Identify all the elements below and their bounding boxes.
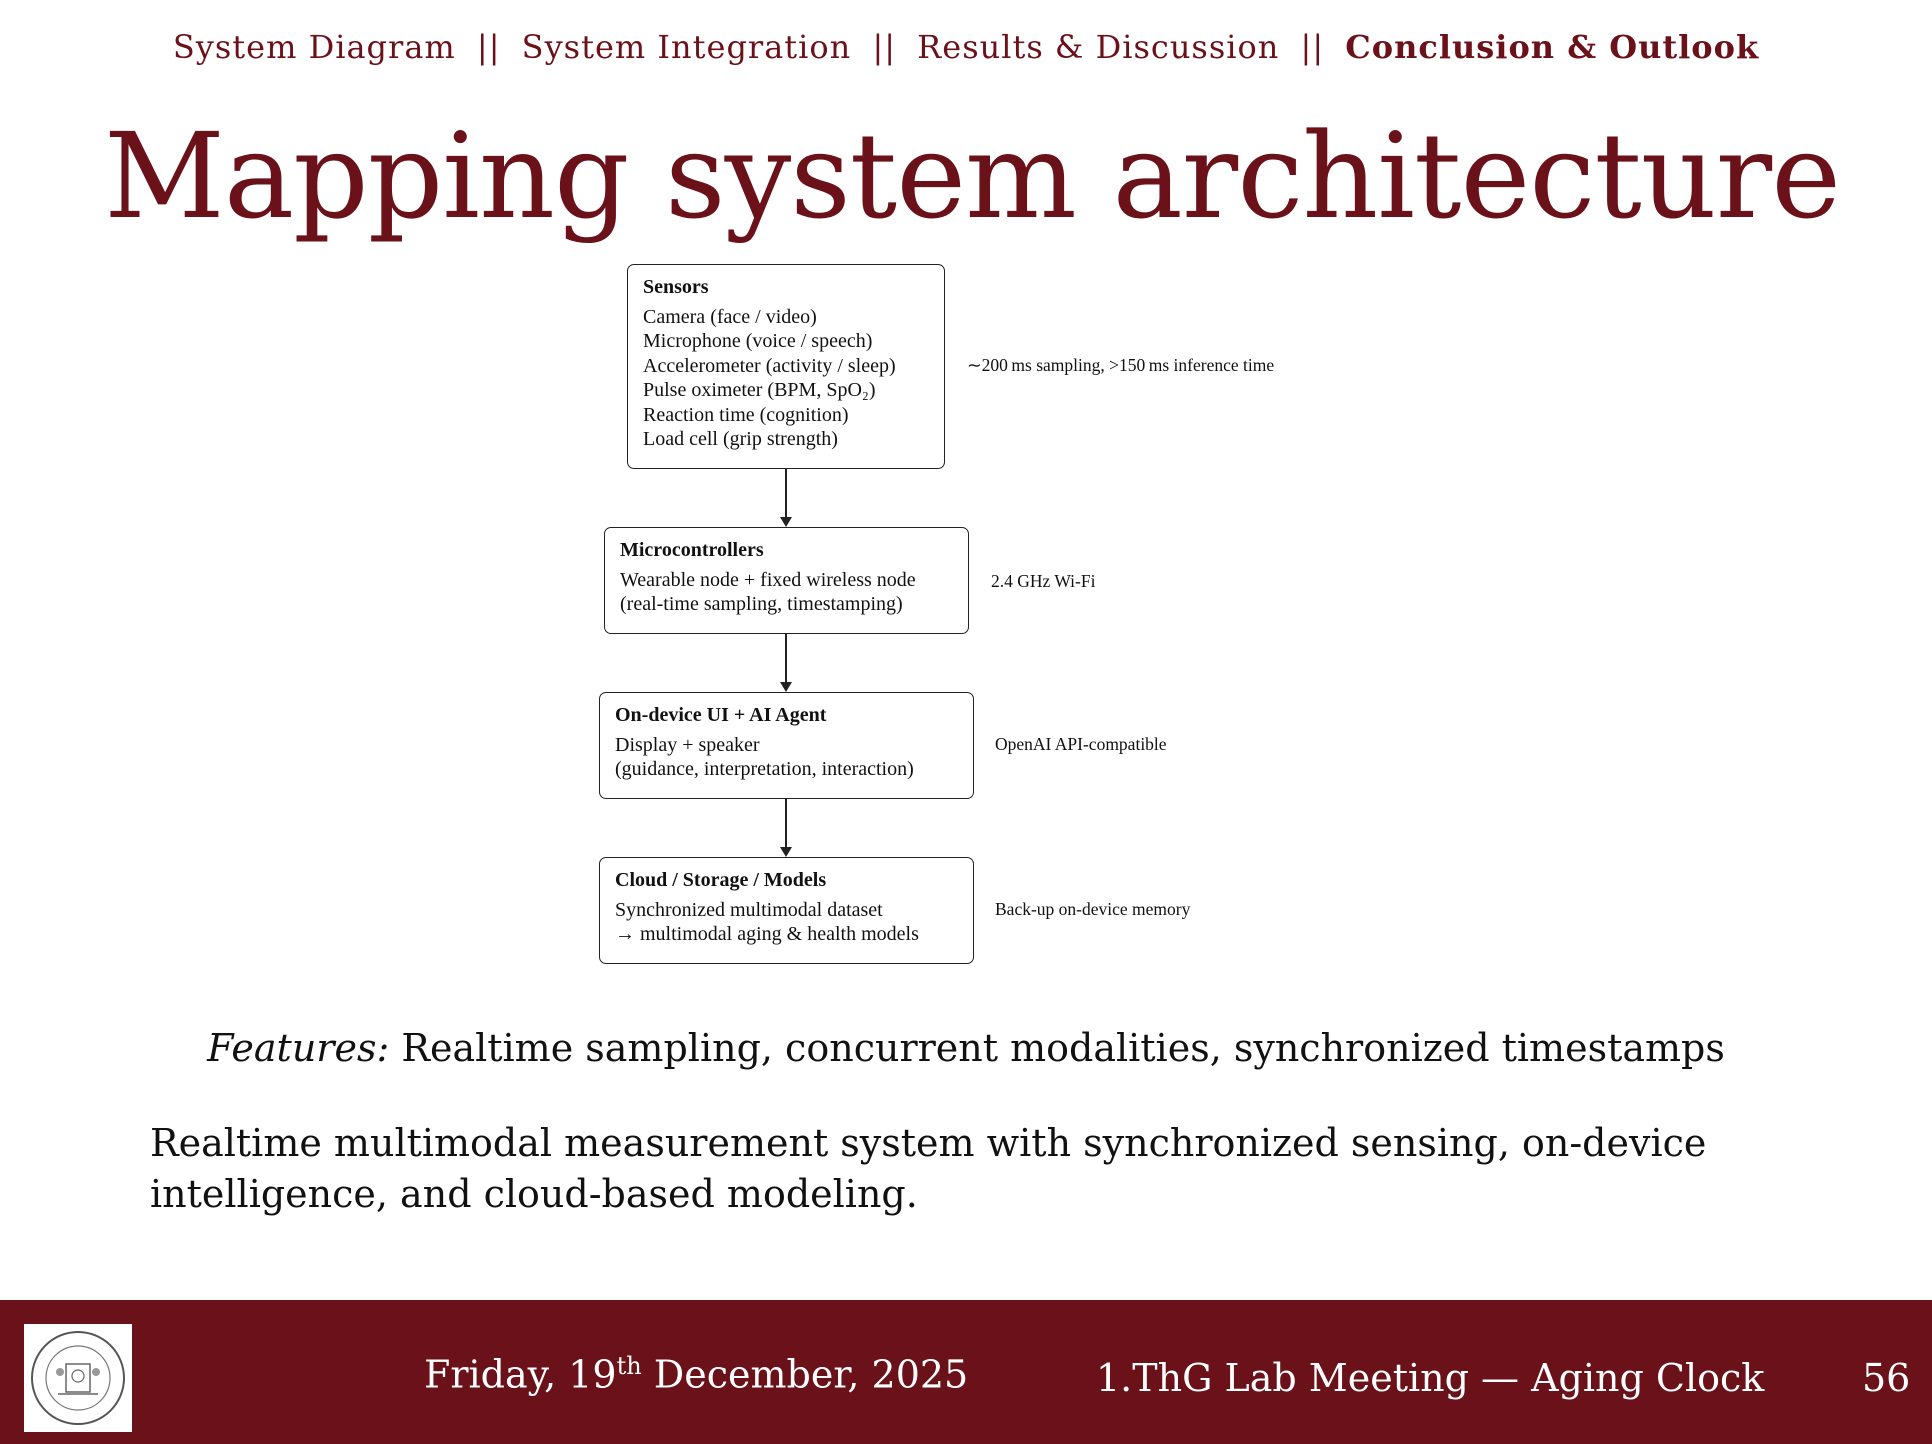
features-text: Realtime sampling, concurrent modalities, synchronized timestamps [389,1026,1725,1070]
features-label: Features: [207,1026,390,1070]
footer-event: 1.ThG Lab Meeting — Aging Clock [1096,1356,1765,1400]
node-line: Reaction time (cognition) [643,403,849,426]
footer-date [424,1352,968,1397]
node-line: Accelerometer (activity / sleep) [643,354,896,377]
ui-agent-note: OpenAI API-compatible [995,734,1167,754]
ui-agent-node [599,692,974,799]
node-heading: On-device UI + AI Agent [615,704,827,726]
nav-item-conclusion-outlook[interactable]: Conclusion & Outlook [1345,28,1760,66]
cloud-node [599,857,974,964]
node-line: Microphone (voice / speech) [643,330,873,352]
date-prefix: Friday, 19 [424,1352,617,1397]
sensors-note: ∼200 ms sampling, >150 ms inference time [967,355,1275,375]
features-line [0,1026,1932,1070]
node-line: Wearable node + fixed wireless node [620,568,916,591]
nav-item-results-discussion[interactable]: Results & Discussion [917,28,1280,66]
footer-bar [0,1300,1932,1444]
node-heading: Cloud / Storage / Models [615,869,827,891]
summary-text: Realtime multimodal measurement system with synchronized sensing, on-device intelligence, and cloud-based modeling. [150,1121,1707,1216]
slide-title: Mapping system architecture [104,107,1841,245]
microcontrollers-node [604,527,969,634]
arrow-sensors-to-mcu [785,469,787,517]
arrow-head [780,517,792,527]
cloud-note: Back-up on-device memory [995,899,1191,919]
date-suffix: December, 2025 [641,1352,969,1397]
arrow-mcu-to-ui [785,634,787,682]
microcontrollers-note: 2.4 GHz Wi-Fi [991,571,1096,591]
date-ordinal: th [616,1352,642,1380]
node-line: Load cell (grip strength) [643,428,838,450]
node-line: Pulse oximeter (BPM, SpO₂) [643,379,876,401]
nav-item-system-diagram[interactable]: System Diagram [172,28,456,66]
page-number: 56 [1862,1356,1911,1400]
mit-seal-icon [24,1324,132,1432]
node-line: (real-time sampling, timestamping) [620,593,903,615]
node-heading: Sensors [643,276,709,298]
node-line: (guidance, interpretation, interaction) [615,758,914,780]
nav-separator: || [872,28,896,66]
node-heading: Microcontrollers [620,539,764,561]
node-line: → multimodal aging & health models [615,923,919,945]
arrow-head [780,847,792,857]
nav-separator: || [476,28,501,66]
nav-separator: || [1300,28,1325,66]
node-line: Camera (face / video) [643,305,817,328]
nav-item-system-integration[interactable]: System Integration [521,28,852,66]
node-line: Synchronized multimodal dataset [615,898,883,921]
arrow-head [780,682,792,692]
arrow-ui-to-cloud [785,799,787,847]
sensors-node [627,264,945,469]
node-line: Display + speaker [615,733,760,756]
